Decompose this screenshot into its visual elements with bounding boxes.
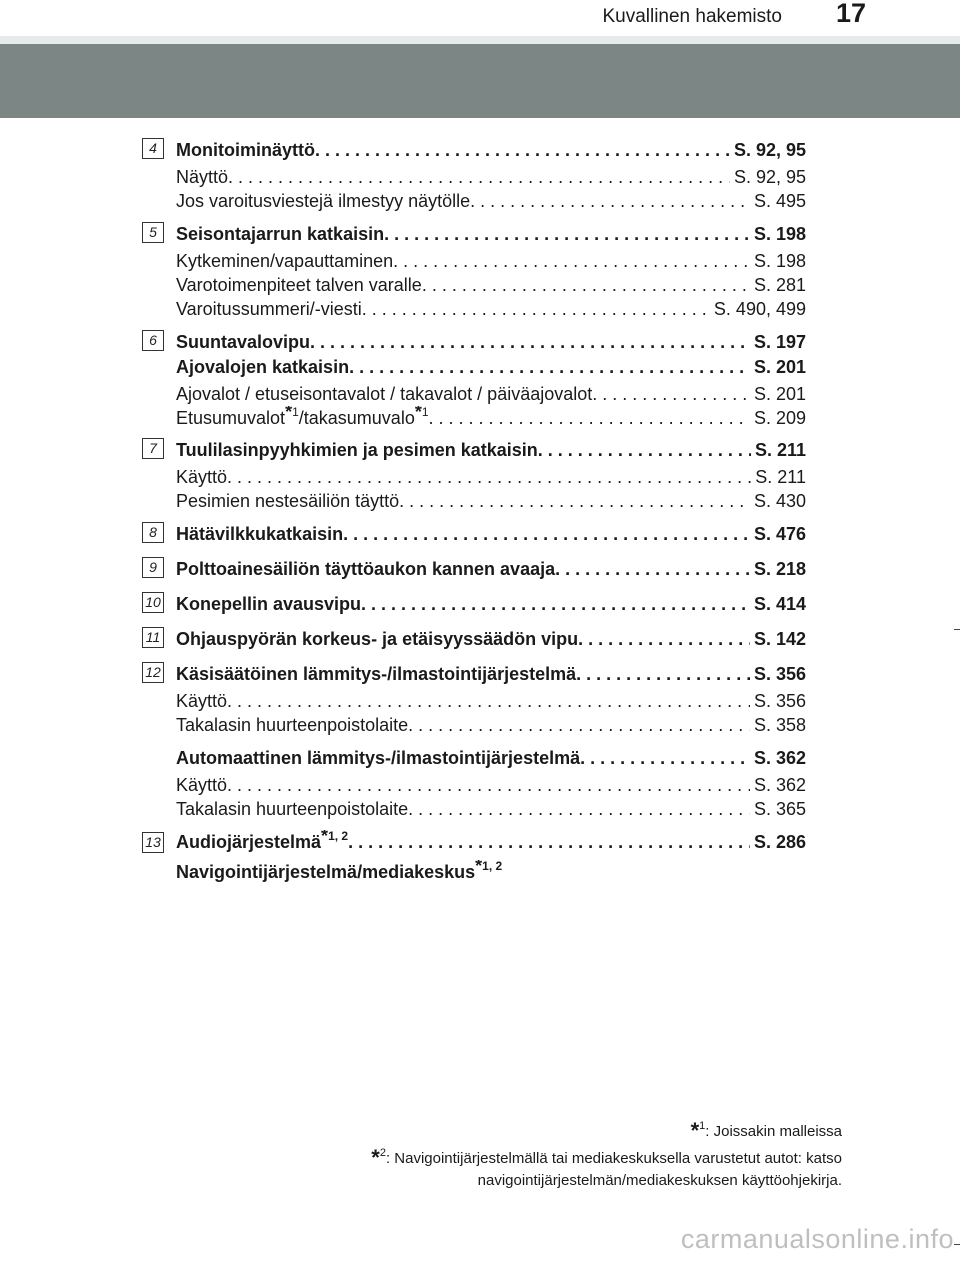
page-reference[interactable]: S. 201 [753, 384, 806, 404]
dot-leader [408, 713, 750, 737]
asterisk-mark: * [285, 406, 293, 422]
index-row[interactable] [176, 465, 806, 489]
page-reference[interactable]: S. 198 [753, 224, 806, 244]
index-row[interactable] [176, 830, 806, 854]
index-row[interactable] [176, 860, 806, 884]
row-label: Ajovalot / etuseisontavalot / takavalot / päiväajovalot [176, 384, 593, 404]
footnote-2 [371, 1147, 842, 1170]
footnote-ref: 1, 2 [482, 860, 503, 873]
row-label: Varoitussummeri/-viesti [176, 299, 362, 319]
page-reference[interactable]: S. 197 [753, 332, 806, 352]
dot-leader [310, 330, 750, 354]
entry-number-box: 13 [142, 832, 164, 853]
footnote-ref: 1 [421, 406, 429, 419]
row-label: Varotoimenpiteet talven varalle [176, 275, 422, 295]
entry-number-box: 10 [142, 592, 164, 613]
row-label-part: Etusumuvalot [176, 408, 286, 428]
index-row[interactable] [176, 138, 806, 162]
row-label: Automaattinen lämmitys-/ilmastointijärjestelmä [176, 748, 581, 768]
row-label: Pesimien nestesäiliön täyttö [176, 491, 400, 511]
dot-leader [592, 382, 750, 406]
asterisk-mark: * [414, 406, 422, 422]
page-reference[interactable]: S. 211 [754, 440, 806, 460]
index-row[interactable] [176, 165, 806, 189]
footnote-mark: 1 [699, 1120, 706, 1132]
footnote-1 [371, 1120, 842, 1143]
entry-number-box: 6 [142, 330, 164, 351]
page-reference[interactable]: S. 358 [753, 715, 806, 735]
footnote-mark: 2 [379, 1147, 386, 1159]
page-reference[interactable]: S. 414 [753, 594, 806, 614]
page-reference[interactable]: S. 142 [753, 629, 806, 649]
watermark: carmanualsonline.info [680, 1224, 954, 1254]
page-reference[interactable]: S. 495 [753, 191, 806, 211]
index-row[interactable] [176, 557, 806, 581]
dot-leader [227, 773, 750, 797]
row-label-part: Navigointijärjestelmä/mediakeskus [176, 862, 476, 882]
row-label: Käyttö [176, 691, 228, 711]
row-label [176, 830, 348, 854]
margin-tick [954, 629, 960, 630]
dot-leader [576, 662, 750, 686]
dot-leader [578, 627, 750, 651]
index-row[interactable] [176, 189, 806, 213]
dot-leader [362, 297, 710, 321]
dot-leader [227, 465, 751, 489]
entry-number-box: 9 [142, 557, 164, 578]
index-row[interactable] [176, 355, 806, 379]
header-band [0, 44, 960, 118]
index-row[interactable] [176, 773, 806, 797]
page-reference[interactable]: S. 281 [753, 275, 806, 295]
asterisk-mark: * [321, 830, 329, 846]
row-label: Hätävilkkukatkaisin [176, 524, 344, 544]
page-reference[interactable]: S. 356 [753, 664, 806, 684]
dot-leader [227, 689, 750, 713]
dot-leader [408, 797, 750, 821]
page-reference[interactable]: S. 490, 499 [713, 299, 806, 319]
index-row[interactable] [176, 489, 806, 513]
footnote-ref: 1 [292, 406, 299, 419]
row-label: Monitoiminäyttö [176, 140, 315, 160]
margin-tick [954, 1244, 960, 1245]
index-row[interactable] [176, 297, 806, 321]
row-label: Näyttö [176, 167, 229, 187]
row-label: Jos varoitusviestejä ilmestyy näytölle [176, 191, 471, 211]
entry-number-box: 8 [142, 522, 164, 543]
row-label [176, 860, 502, 884]
index-row[interactable] [176, 797, 806, 821]
page-reference[interactable]: S. 92, 95 [733, 140, 806, 160]
row-label: Takalasin huurteenpoistolaite [176, 799, 409, 819]
row-label: Käyttö [176, 775, 228, 795]
row-label: Suuntavalovipu [176, 332, 311, 352]
index-row[interactable] [176, 330, 806, 354]
dot-leader [538, 438, 751, 462]
index-row[interactable] [176, 249, 806, 273]
index-row[interactable] [176, 746, 806, 770]
dot-leader [384, 222, 750, 246]
dot-leader [348, 830, 750, 854]
page-reference[interactable]: S. 430 [753, 491, 806, 511]
dot-leader [555, 557, 750, 581]
dot-leader [349, 355, 750, 379]
index-row[interactable] [176, 662, 806, 686]
page-reference[interactable]: S. 198 [753, 251, 806, 271]
row-label: Polttoainesäiliön täyttöaukon kannen avaaja [176, 559, 556, 579]
row-label [176, 406, 429, 430]
footnote-text: : Joissakin malleissa [705, 1123, 842, 1140]
row-label: Kytkeminen/vapauttaminen [176, 251, 394, 271]
row-label: Konepellin avausvipu [176, 594, 362, 614]
dot-leader [228, 165, 730, 189]
page-reference[interactable]: S. 218 [753, 559, 806, 579]
page-reference[interactable]: S. 356 [753, 691, 806, 711]
index-row[interactable] [176, 713, 806, 737]
header-rule [0, 36, 960, 44]
page-reference[interactable]: S. 209 [753, 408, 806, 428]
row-label: Käyttö [176, 467, 228, 487]
dot-leader [393, 249, 750, 273]
footnote-text: : Navigointijärjestelmällä tai mediakeskuksella varustetut autot: katso [385, 1150, 842, 1167]
index-row[interactable] [176, 438, 806, 462]
row-label: Käsisäätöinen lämmitys-/ilmastointijärjestelmä [176, 664, 577, 684]
page-reference[interactable]: S. 362 [753, 748, 806, 768]
row-label: Ohjauspyörän korkeus- ja etäisyyssäädön vipu [176, 629, 579, 649]
footnote-2-continued: navigointijärjestelmän/mediakeskuksen käyttöohjekirja. [477, 1172, 842, 1189]
dot-leader [315, 138, 730, 162]
page-reference[interactable]: S. 365 [753, 799, 806, 819]
row-label: Ajovalojen katkaisin [176, 357, 350, 377]
asterisk-mark: * [690, 1118, 700, 1143]
asterisk-mark: * [475, 860, 483, 876]
index-row[interactable] [176, 627, 806, 651]
entry-number-box: 5 [142, 222, 164, 243]
dot-leader [470, 189, 750, 213]
dot-leader [399, 489, 750, 513]
index-row[interactable] [176, 406, 806, 430]
page-reference[interactable]: S. 362 [753, 775, 806, 795]
row-label: Tuulilasinpyyhkimien ja pesimen katkaisin [176, 440, 538, 460]
row-label: Seisontajarrun katkaisin [176, 224, 385, 244]
section-title: Kuvallinen hakemisto [602, 6, 782, 27]
dot-leader [429, 406, 750, 430]
footnotes [371, 1120, 842, 1192]
page-reference[interactable]: S. 286 [753, 832, 806, 852]
page-reference[interactable]: S. 92, 95 [733, 167, 806, 187]
page-reference[interactable]: S. 211 [755, 467, 806, 487]
page-reference[interactable]: S. 476 [753, 524, 806, 544]
dot-leader [422, 273, 750, 297]
index-row[interactable] [176, 592, 806, 616]
entry-number-box: 11 [142, 627, 164, 648]
entry-number-box: 12 [142, 662, 164, 683]
index-row[interactable] [176, 522, 806, 546]
index-row[interactable] [176, 382, 806, 406]
dot-leader [361, 592, 750, 616]
index-row[interactable] [176, 689, 806, 713]
row-label-part: /takasumuvalo [298, 408, 415, 428]
dot-leader [343, 522, 750, 546]
page-reference[interactable]: S. 201 [753, 357, 806, 377]
page-number: 17 [814, 0, 888, 36]
row-label-part: Audiojärjestelmä [176, 832, 322, 852]
entry-number-box: 7 [142, 438, 164, 459]
asterisk-mark: * [371, 1145, 380, 1170]
index-row[interactable] [176, 222, 806, 246]
index-row[interactable] [176, 273, 806, 297]
row-label: Takalasin huurteenpoistolaite [176, 715, 409, 735]
entry-number-box: 4 [142, 138, 164, 159]
dot-leader [580, 746, 750, 770]
footnote-ref: 1, 2 [328, 830, 349, 843]
